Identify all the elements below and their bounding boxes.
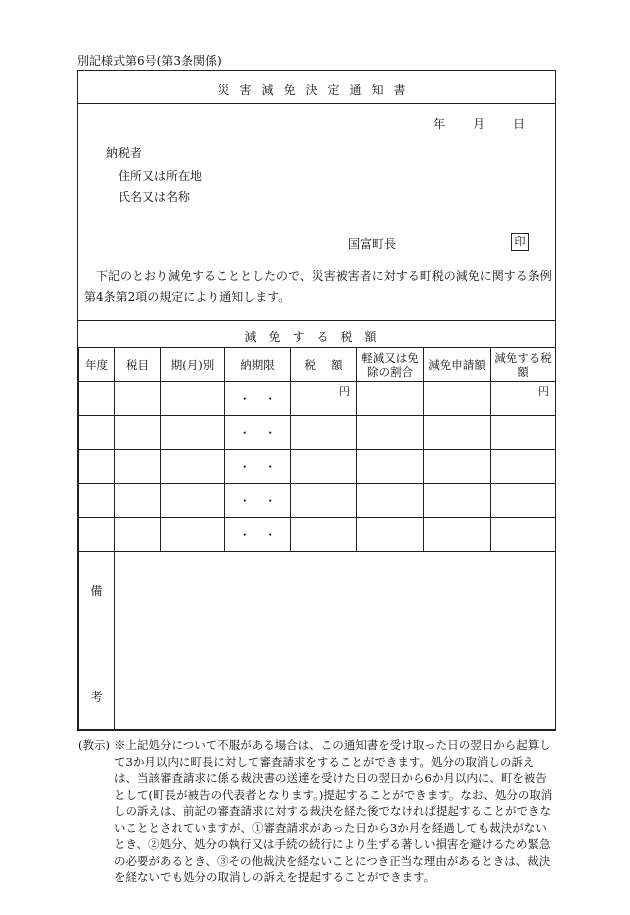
notice-form — [77, 70, 556, 731]
col-header: 期(月)別 — [161, 348, 225, 382]
cell — [357, 484, 424, 518]
name-label: 氏名又は名称 — [118, 190, 191, 204]
cell — [79, 416, 115, 450]
cell — [115, 484, 161, 518]
remarks-row — [79, 552, 556, 730]
date-dots: ・・ — [239, 459, 290, 474]
cell — [161, 518, 225, 552]
cell — [225, 450, 291, 484]
recipient-label: 納税者 — [106, 146, 143, 160]
cell — [491, 484, 556, 518]
cell — [357, 382, 424, 416]
cell — [357, 416, 424, 450]
cell — [79, 484, 115, 518]
cell — [291, 518, 357, 552]
col-header: 減免申請額 — [424, 348, 491, 382]
issue-date — [433, 115, 525, 132]
cell — [79, 518, 115, 552]
col-header: 軽減又は免除の割合 — [357, 348, 424, 382]
section-divider — [78, 320, 555, 321]
cell — [115, 518, 161, 552]
table-row — [79, 382, 556, 416]
cell — [161, 484, 225, 518]
cell — [357, 450, 424, 484]
cell — [115, 416, 161, 450]
remarks-label-top: 備 — [90, 584, 103, 598]
cell — [291, 450, 357, 484]
cell — [491, 518, 556, 552]
cell — [491, 450, 556, 484]
remarks-label-bottom: 考 — [90, 690, 103, 704]
cell — [115, 382, 161, 416]
cell — [424, 382, 491, 416]
table-row — [79, 450, 556, 484]
cell — [291, 382, 357, 416]
cell — [424, 450, 491, 484]
yen-unit: 円 — [339, 385, 350, 398]
notice-body: 下記のとおり減免することとしたので、災害被害者に対する町税の減免に関する条例第4条第2項の規定により通知します。 — [84, 269, 552, 304]
cell — [225, 484, 291, 518]
remarks-label-cell — [79, 552, 115, 730]
cell — [225, 518, 291, 552]
date-year: 年 — [432, 117, 445, 131]
cell — [491, 382, 556, 416]
form-reference: 別記様式第6号(第3条関係) — [77, 54, 222, 68]
yen-unit: 円 — [538, 385, 549, 398]
form-title: 災害減免決定通知書 — [217, 83, 416, 97]
seal-mark: 印 — [511, 233, 529, 251]
table-row — [79, 484, 556, 518]
cell — [79, 382, 115, 416]
table-row — [79, 518, 556, 552]
notes-text: ※上記処分について不服がある場合は、この通知書を受け取った日の翌日から起算して3か月以内に町長に対して審査請求をすることができます。処分の取消しの訴えは、当該審査請求に係る裁決書の送達を受けた日の翌日から6か月以内に、町を被告として(町長が被告の代表者となります。)提起することができます。なお、処分の取消しの訴えは、前記の審査請求に対する裁決を経た後でなければ提起することができないこととされていますが、①審査請求があった日から3か月を経過しても裁決がないとき、②処分、処分の執行又は手続の続行により生ずる著しい損害を避けるため緊急の必要があるとき、③その他裁決を経ないことにつき正当な理由があるときは、裁決を経ないでも処分の取消しの訴えを提起することができます。 — [114, 738, 553, 884]
cell — [225, 382, 291, 416]
cell — [424, 518, 491, 552]
date-dots: ・・ — [239, 391, 290, 406]
cell — [161, 416, 225, 450]
remarks-content — [115, 552, 556, 730]
title-divider — [78, 103, 555, 104]
cell — [357, 518, 424, 552]
date-month: 月 — [472, 117, 485, 131]
cell — [115, 450, 161, 484]
cell — [161, 382, 225, 416]
date-dots: ・・ — [239, 527, 290, 542]
sender-title: 国富町長 — [348, 237, 397, 251]
col-header: 税 額 — [291, 348, 357, 382]
col-header: 税目 — [115, 348, 161, 382]
notes-label: (教示) — [78, 738, 110, 752]
cell — [291, 484, 357, 518]
section-title: 減免する税額 — [244, 330, 389, 344]
cell — [424, 416, 491, 450]
cell — [161, 450, 225, 484]
date-day: 日 — [512, 117, 525, 131]
address-label: 住所又は所在地 — [118, 169, 203, 183]
tax-table — [78, 347, 556, 730]
date-dots: ・・ — [239, 425, 290, 440]
date-dots: ・・ — [239, 493, 290, 508]
cell — [424, 484, 491, 518]
table-header-row — [79, 348, 556, 382]
cell — [225, 416, 291, 450]
col-header: 年度 — [79, 348, 115, 382]
table-row — [79, 416, 556, 450]
cell — [79, 450, 115, 484]
col-header: 納期限 — [225, 348, 291, 382]
cell — [491, 416, 556, 450]
col-header: 減免する税額 — [491, 348, 556, 382]
cell — [291, 416, 357, 450]
